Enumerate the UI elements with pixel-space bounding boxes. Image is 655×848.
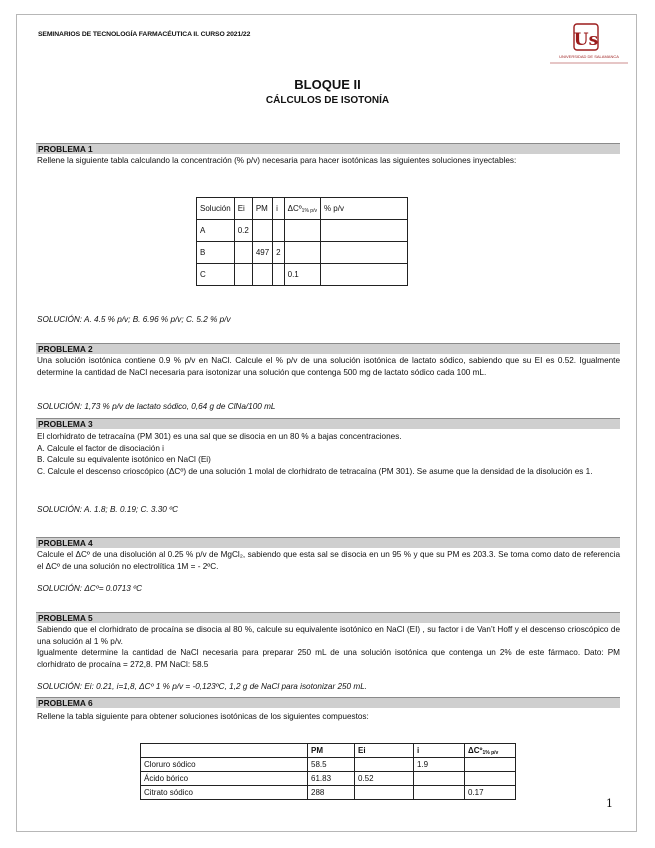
table-row bbox=[197, 264, 408, 286]
table-header-cell: PM bbox=[308, 744, 355, 758]
table-cell bbox=[252, 264, 272, 286]
problem-1-text: Rellene la siguiente tabla calculando la concentración (% p/v) necesaria para hacer isotónicas las siguientes soluciones inyectables: bbox=[37, 156, 517, 165]
table-cell: 0.2 bbox=[234, 220, 252, 242]
table-cell bbox=[355, 758, 414, 772]
table-cell bbox=[465, 758, 516, 772]
table-cell bbox=[320, 220, 407, 242]
problem-6-heading: PROBLEMA 6 bbox=[36, 697, 620, 708]
delta-label: ΔCº bbox=[287, 203, 302, 213]
table-header-cell bbox=[141, 744, 308, 758]
problem-3-solution: SOLUCIÓN: A. 1.8; B. 0.19; C. 3.30 ºC bbox=[37, 505, 179, 514]
problem-3-heading: PROBLEMA 3 bbox=[36, 418, 620, 429]
table-cell bbox=[320, 242, 407, 264]
table-2-header-row bbox=[141, 744, 516, 758]
problem-3-line: B. Calcule su equivalente isotónico en NaCl (Ei) bbox=[37, 455, 211, 464]
problem-4-solution: SOLUCIÓN: ΔCº= 0.0713 ºC bbox=[37, 584, 142, 593]
table-header-cell: i bbox=[273, 198, 284, 220]
problem-3-text bbox=[37, 431, 620, 477]
table-cell bbox=[414, 772, 465, 786]
table-cell: 2 bbox=[273, 242, 284, 264]
table-row bbox=[197, 220, 408, 242]
table-row bbox=[141, 772, 516, 786]
table-cell: 61.83 bbox=[308, 772, 355, 786]
table-header-cell: % p/v bbox=[320, 198, 407, 220]
problem-2-solution: SOLUCIÓN: 1,73 % p/v de lactato sódico, 0,64 g de ClNa/100 mL bbox=[37, 402, 276, 411]
university-logo bbox=[548, 22, 630, 68]
table-cell bbox=[320, 264, 407, 286]
problem-3-line: A. Calcule el factor de disociación i bbox=[37, 443, 164, 453]
table-cell: Cloruro sódico bbox=[141, 758, 308, 772]
table-cell: 288 bbox=[308, 786, 355, 800]
table-cell: 497 bbox=[252, 242, 272, 264]
problem-5-heading: PROBLEMA 5 bbox=[36, 612, 620, 623]
table-cell: 0.17 bbox=[465, 786, 516, 800]
delta-subscript: 1% p/v bbox=[301, 207, 317, 214]
table-cell bbox=[252, 220, 272, 242]
table-cell: Ácido bórico bbox=[141, 772, 308, 786]
table-cell bbox=[284, 220, 320, 242]
problem-2-text: Una solución isotónica contiene 0.9 % p/v en NaCl. Calcule el % p/v de una solución isotónica de lactato sódico, sabiendo que su EI es 0.52. Igualmente determine la cantidad de NaCl necesaria para isotonizar una solución que contenga 500 mg de lactato sódico cada 100 mL. bbox=[37, 356, 620, 377]
table-header-cell: i bbox=[414, 744, 465, 758]
table-cell: C bbox=[197, 264, 235, 286]
problem-4-heading: PROBLEMA 4 bbox=[36, 537, 620, 548]
table-cell bbox=[355, 786, 414, 800]
table-row bbox=[197, 242, 408, 264]
table-header-cell bbox=[465, 744, 516, 758]
problem-3-line: C. Calcule el descenso crioscópico (ΔCº) de una solución 1 molal de clorhidrato de tetracaína (PM 301). Se asume que la densidad de la disolución es 1. bbox=[37, 466, 593, 476]
table-cell bbox=[284, 242, 320, 264]
table-row bbox=[141, 758, 516, 772]
problem-6-text: Rellene la tabla siguiente para obtener soluciones isotónicas de los siguientes compuestos: bbox=[37, 712, 369, 721]
table-cell bbox=[234, 264, 252, 286]
table-1 bbox=[196, 197, 408, 286]
table-header-cell: Ei bbox=[355, 744, 414, 758]
table-cell: A bbox=[197, 220, 235, 242]
table-cell: B bbox=[197, 242, 235, 264]
problem-2-heading: PROBLEMA 2 bbox=[36, 343, 620, 354]
table-cell: 0.1 bbox=[284, 264, 320, 286]
problem-4-text: Calcule el ΔCº de una disolución al 0.25 % p/v de MgCl₂, sabiendo que esta sal se disocia en un 95 % y que su PM es 203.3. Se toma como dato de referencia el ΔCº de una solución no electrolítica 1M = - 2ºC. bbox=[37, 550, 620, 571]
problem-5-solution: SOLUCIÓN: Ei: 0.21, i=1,8, ΔCº 1 % p/v = -0,123ºC, 1,2 g de NaCl para isotonizar 250 mL. bbox=[37, 682, 368, 691]
course-header: SEMINARIOS DE TECNOLOGÍA FARMACÉUTICA II. CURSO 2021/22 bbox=[38, 31, 251, 38]
problem-5-text-1: Sabiendo que el clorhidrato de procaína se disocia al 80 %, calcule su equivalente isotónico en NaCl (EI) , su factor i de Van’t Hoff y el descenso crioscópico de una solución al 1 % p/v. bbox=[37, 625, 620, 646]
problem-1-heading: PROBLEMA 1 bbox=[36, 143, 620, 154]
problem-1-solution: SOLUCIÓN: A. 4.5 % p/v; B. 6.96 % p/v; C. 5.2 % p/v bbox=[37, 315, 231, 324]
table-2 bbox=[140, 743, 516, 800]
problem-3-line: El clorhidrato de tetracaína (PM 301) es una sal que se disocia en un 80 % a bajas concentraciones. bbox=[37, 432, 402, 441]
table-header-cell: Ei bbox=[234, 198, 252, 220]
page-number: 1 bbox=[606, 797, 613, 810]
table-cell: 0.52 bbox=[355, 772, 414, 786]
table-cell: Citrato sódico bbox=[141, 786, 308, 800]
delta-label: ΔCº bbox=[468, 745, 483, 755]
table-cell bbox=[273, 220, 284, 242]
problem-5-text-2: Igualmente determine la cantidad de NaCl necesaria para preparar 250 mL de una solución isotónica que contenga un 2% de este fármaco. Dato: PM clorhidrato de procaína = 272,8. PM NaCl: 58.5 bbox=[37, 648, 620, 669]
table-row bbox=[141, 786, 516, 800]
table-1-header-row bbox=[197, 198, 408, 220]
table-header-cell bbox=[284, 198, 320, 220]
page-subtitle: CÁLCULOS DE ISOTONÍA bbox=[265, 95, 390, 106]
table-cell bbox=[465, 772, 516, 786]
svg-text:Us: Us bbox=[573, 30, 599, 50]
table-header-cell: Solución bbox=[197, 198, 235, 220]
table-cell bbox=[414, 786, 465, 800]
delta-subscript: 1% p/v bbox=[482, 749, 499, 756]
page-title: BLOQUE II bbox=[294, 77, 361, 92]
table-cell bbox=[273, 264, 284, 286]
table-cell: 58.5 bbox=[308, 758, 355, 772]
table-header-cell: PM bbox=[252, 198, 272, 220]
table-cell: 1.9 bbox=[414, 758, 465, 772]
table-cell bbox=[234, 242, 252, 264]
svg-text:UNIVERSIDAD DE SALAMANCA: UNIVERSIDAD DE SALAMANCA bbox=[559, 54, 619, 59]
